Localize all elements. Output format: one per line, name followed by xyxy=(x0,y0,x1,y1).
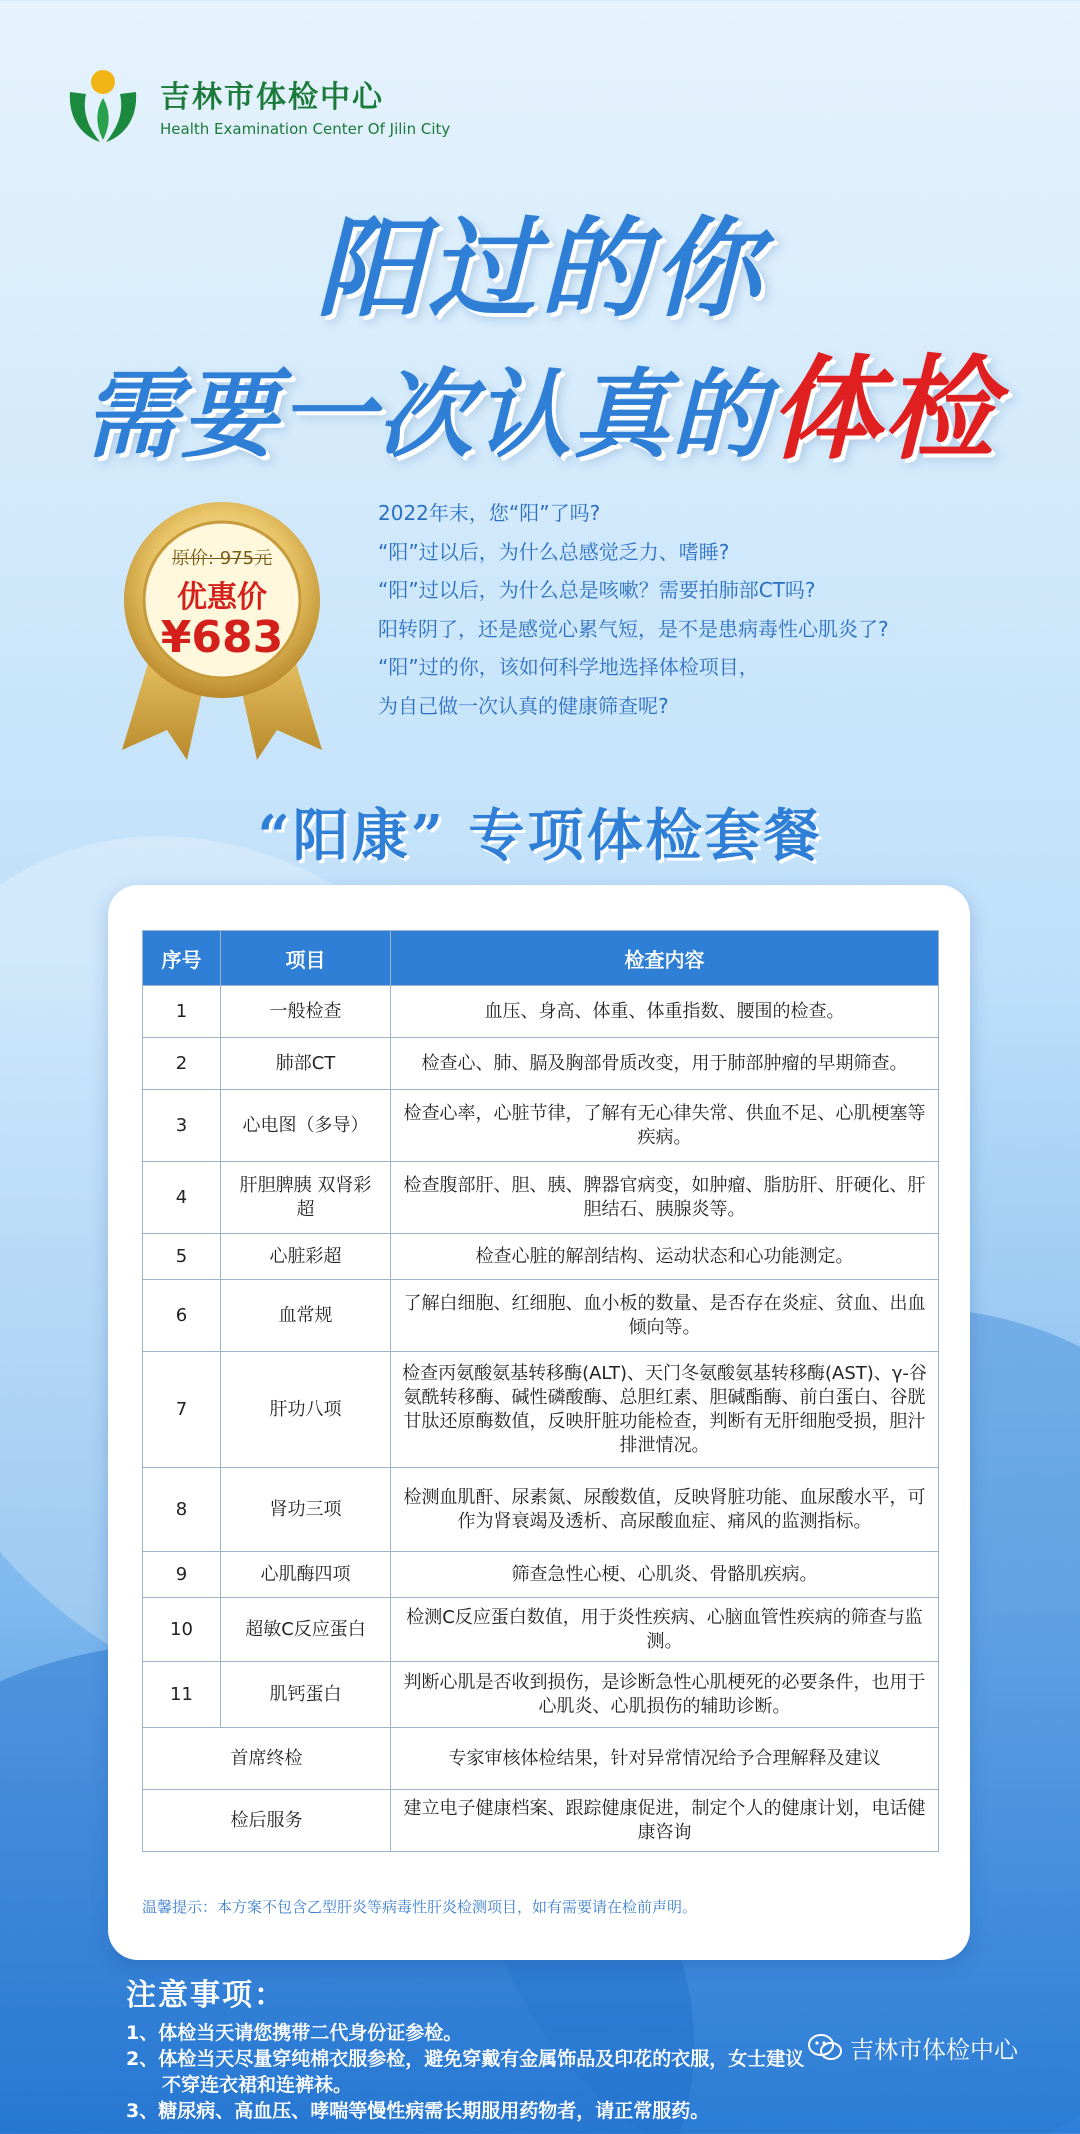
package-title: “阳康” 专项体检套餐 xyxy=(257,803,823,869)
row-no: 2 xyxy=(143,1038,221,1090)
wechat-icon xyxy=(808,2033,842,2063)
table-row xyxy=(143,986,939,1038)
table-row xyxy=(143,1552,939,1598)
headline-line2-red: 体检 xyxy=(769,344,997,475)
row-no: 4 xyxy=(143,1162,221,1234)
discount-label: 优惠价 xyxy=(177,580,267,615)
row-content: 专家审核体检结果，针对异常情况给予合理解释及建议 xyxy=(391,1728,939,1790)
discount-price: ¥683 xyxy=(160,612,284,663)
headline-line2 xyxy=(0,320,1080,481)
question-item: “阳”过以后，为什么总感觉乏力、嗜睡? xyxy=(378,539,730,564)
header-no: 序号 xyxy=(143,931,221,986)
row-no: 11 xyxy=(143,1662,221,1728)
row-no: 1 xyxy=(143,986,221,1038)
row-no: 10 xyxy=(143,1598,221,1662)
question-item: “阳”过的你，该如何科学地选择体检项目， xyxy=(378,655,759,679)
headline-line2-blue: 需要一次认真的 xyxy=(83,358,769,471)
row-no: 3 xyxy=(143,1090,221,1162)
row-content: 检测血肌酐、尿素氮、尿酸数值，反映肾脏功能、血尿酸水平，可作为肾衰竭及透析、高尿酸血症、痛风的监测指标。 xyxy=(391,1468,939,1552)
table-row xyxy=(143,1162,939,1234)
row-content: 检查心脏的解剖结构、运动状态和心功能测定。 xyxy=(391,1234,939,1280)
wechat-watermark xyxy=(808,2030,1018,2065)
table-row xyxy=(143,1790,939,1852)
row-content: 检查丙氨酸氨基转移酶(ALT)、天门冬氨酸氨基转移酶(AST)、γ-谷氨酰转移酶、碱性磷酸酶、总胆红素、胆碱酯酶、前白蛋白、谷胱甘肽还原酶数值，反映肝脏功能检查，判断有无肝细胞受损，胆汁排泄情况。 xyxy=(391,1352,939,1468)
row-item: 血常规 xyxy=(221,1280,391,1352)
table-row xyxy=(143,1352,939,1468)
notes-title: 注意事项： xyxy=(126,1978,286,2013)
note-item: 不穿连衣裙和连裤袜。 xyxy=(162,2074,353,2096)
question-item: 为自己做一次认真的健康筛查呢? xyxy=(378,693,669,718)
note-item: 2、体检当天尽量穿纯棉衣服参检，避免穿戴有金属饰品及印花的衣服，女士建议 xyxy=(126,2048,805,2070)
table-row xyxy=(143,1728,939,1790)
question-item: 2022年末，您“阳”了吗? xyxy=(378,501,601,525)
question-list xyxy=(378,494,1018,725)
wechat-account-name: 吉林市体检中心 xyxy=(850,2036,1018,2064)
logo-name-en: Health Examination Center Of Jilin City xyxy=(160,120,451,138)
row-item: 肌钙蛋白 xyxy=(221,1662,391,1728)
package-table xyxy=(142,930,939,1852)
row-no: 5 xyxy=(143,1234,221,1280)
table-header-row xyxy=(143,931,939,986)
row-item: 肾功三项 xyxy=(221,1468,391,1552)
header-content: 检查内容 xyxy=(391,931,939,986)
row-no: 8 xyxy=(143,1468,221,1552)
price-badge xyxy=(112,500,332,760)
logo-name-cn: 吉林市体检中心 xyxy=(160,80,384,115)
header-item: 项目 xyxy=(221,931,391,986)
logo-icon xyxy=(60,62,146,148)
row-content: 了解白细胞、红细胞、血小板的数量、是否存在炎症、贫血、出血倾向等。 xyxy=(391,1280,939,1352)
question-item: “阳”过以后，为什么总是咳嗽？需要拍肺部CT吗? xyxy=(378,578,816,602)
row-no: 9 xyxy=(143,1552,221,1598)
warm-tip: 温馨提示：本方案不包含乙型肝炎等病毒性肝炎检测项目，如有需要请在检前声明。 xyxy=(142,1898,698,1916)
question-item: 阳转阴了，还是感觉心累气短，是不是患病毒性心肌炎了? xyxy=(378,616,889,641)
row-no: 6 xyxy=(143,1280,221,1352)
row-no: 7 xyxy=(143,1352,221,1468)
row-content: 建立电子健康档案、跟踪健康促进，制定个人的健康计划，电话健康咨询 xyxy=(391,1790,939,1852)
row-item: 检后服务 xyxy=(143,1790,391,1852)
row-item: 肝功八项 xyxy=(221,1352,391,1468)
row-content: 检查心率，心脏节律，了解有无心律失常、供血不足、心肌梗塞等疾病。 xyxy=(391,1090,939,1162)
table-row xyxy=(143,1090,939,1162)
table-row xyxy=(143,1038,939,1090)
original-price: 原价: 975元 xyxy=(171,548,273,569)
table-row xyxy=(143,1280,939,1352)
row-item: 心肌酶四项 xyxy=(221,1552,391,1598)
table-row xyxy=(143,1598,939,1662)
headline-line1: 阳过的你 xyxy=(315,206,764,332)
table-row xyxy=(143,1662,939,1728)
row-item: 心脏彩超 xyxy=(221,1234,391,1280)
row-item: 心电图（多导） xyxy=(221,1090,391,1162)
row-content: 检查心、肺、膈及胸部骨质改变，用于肺部肿瘤的早期筛查。 xyxy=(391,1038,939,1090)
row-item: 首席终检 xyxy=(143,1728,391,1790)
row-item: 肝胆脾胰 双肾彩超 xyxy=(221,1162,391,1234)
row-item: 超敏C反应蛋白 xyxy=(221,1598,391,1662)
row-content: 判断心肌是否收到损伤，是诊断急性心肌梗死的必要条件，也用于心肌炎、心肌损伤的辅助诊断。 xyxy=(391,1662,939,1728)
row-content: 血压、身高、体重、体重指数、腰围的检查。 xyxy=(391,986,939,1038)
row-content: 检查腹部肝、胆、胰、脾器官病变，如肿瘤、脂肪肝、肝硬化、肝胆结石、胰腺炎等。 xyxy=(391,1162,939,1234)
package-card xyxy=(108,885,970,1960)
table-row xyxy=(143,1234,939,1280)
row-content: 检测C反应蛋白数值，用于炎性疾病、心脑血管性疾病的筛查与监测。 xyxy=(391,1598,939,1662)
note-item: 1、体检当天请您携带二代身份证参检。 xyxy=(126,2022,463,2044)
center-logo xyxy=(60,62,450,148)
table-row xyxy=(143,1468,939,1552)
note-item: 3、糖尿病、高血压、哮喘等慢性病需长期服用药物者，请正常服药。 xyxy=(126,2100,710,2122)
row-item: 一般检查 xyxy=(221,986,391,1038)
row-item: 肺部CT xyxy=(221,1038,391,1090)
row-content: 筛查急性心梗、心肌炎、骨骼肌疾病。 xyxy=(391,1552,939,1598)
